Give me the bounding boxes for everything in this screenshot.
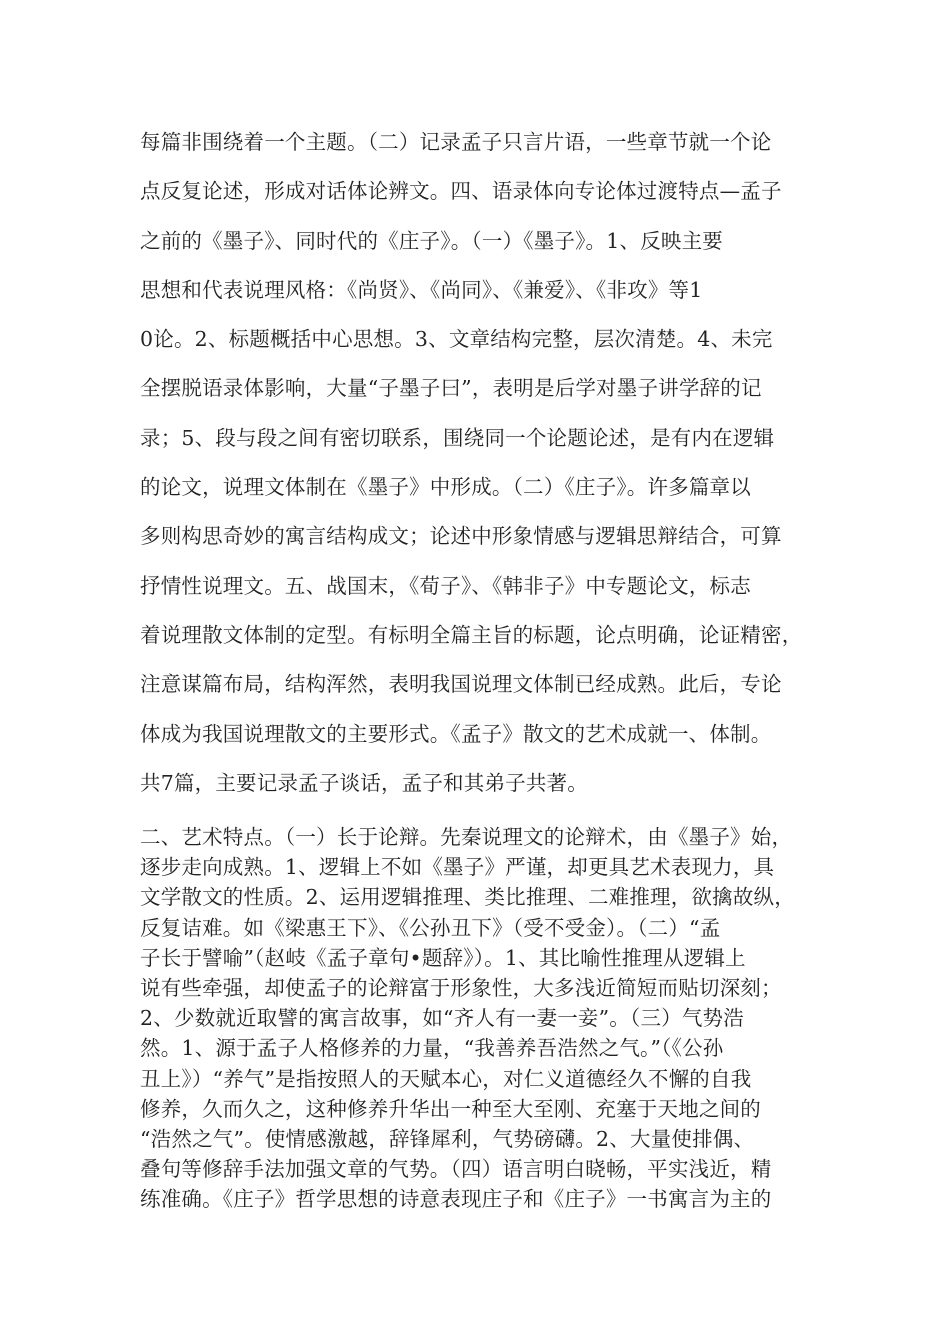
- text-line: 全摆脱语录体影响，大量“子墨子曰”，表明是后学对墨子讲学辞的记: [140, 376, 762, 401]
- text-line: 说有些牵强，却使孟子的论辩富于形象性，大多浅近简短而贴切深刻；: [140, 976, 782, 1001]
- text-line: 反复诘难。如《梁惠王下》、《公孙丑下》（受不受金）。（二）“孟: [140, 915, 721, 940]
- text-line: 点反复论述，形成对话体论辨文。四、语录体向专论体过渡特点—孟子: [140, 179, 782, 204]
- text-line: 的论文，说理文体制在《墨子》中形成。（二）《庄子》。许多篇章以: [140, 475, 751, 500]
- text-line: 每篇非围绕着一个主题。（二）记录孟子只言片语，一些章节就一个论: [140, 130, 772, 154]
- text-line: 丑上》）“养气”是指按照人的天赋本心，对仁义道德经久不懈的自我: [140, 1066, 752, 1091]
- body-paragraph-1: [140, 118, 812, 808]
- body-paragraph-2: [140, 822, 812, 1215]
- text-line: 之前的《墨子》、同时代的《庄子》。（一）《墨子》。1、反映主要: [140, 228, 723, 253]
- text-line: 2、少数就近取譬的寓言故事，如“齐人有一妻一妾”。（三）气势浩: [140, 1006, 744, 1031]
- text-line: 体成为我国说理散文的主要形式。《孟子》散文的艺术成就一、体制。: [140, 721, 772, 746]
- text-line: 练准确。《庄子》哲学思想的诗意表现庄子和《庄子》一书寓言为主的: [140, 1187, 772, 1212]
- text-line: 二、艺术特点。（一）长于论辩。先秦说理文的论辩术，由《墨子》始，: [140, 825, 793, 849]
- text-line: “浩然之气”。使情感激越，辞锋犀利，气势磅礴。2、大量使排偶、: [140, 1127, 755, 1152]
- text-line: 抒情性说理文。五、战国末，《荀子》、《韩非子》中专题论文，标志: [140, 573, 751, 598]
- text-line: 注意谋篇布局，结构浑然，表明我国说理文体制已经成熟。此后，专论: [140, 672, 782, 697]
- text-line: 思想和代表说理风格：《尚贤》、《尚同》、《兼爱》、《非攻》等1: [140, 277, 703, 302]
- text-line: 0论。2、标题概括中心思想。3、文章结构完整，层次清楚。4、未完: [140, 327, 773, 352]
- text-line: 子长于譬喻”（赵岐《孟子章句•题辞》）。1、其比喻性推理从逻辑上: [140, 945, 746, 970]
- text-line: 文学散文的性质。2、运用逻辑推理、类比推理、二难推理，欲擒故纵，: [140, 885, 795, 910]
- text-line: 共7篇，主要记录孟子谈话，孟子和其弟子共著。: [140, 770, 588, 795]
- text-line: 修养，久而久之，这种修养升华出一种至大至刚、充塞于天地之间的: [140, 1096, 761, 1121]
- text-line: 逐步走向成熟。1、逻辑上不如《墨子》严谨，却更具艺术表现力，具: [140, 855, 775, 880]
- text-line: 叠句等修辞手法加强文章的气势。（四）语言明白晓畅，平实浅近，精: [140, 1157, 772, 1182]
- text-line: 多则构思奇妙的寓言结构成文；论述中形象情感与逻辑思辩结合，可算: [140, 524, 782, 549]
- text-line: 然。1、源于孟子人格修养的力量，“我善养吾浩然之气。”（《公孙: [140, 1036, 724, 1061]
- text-line: 录；5、段与段之间有密切联系，围绕同一个论题论述，是有内在逻辑: [140, 425, 775, 450]
- text-line: 着说理散文体制的定型。有标明全篇主旨的标题，论点明确，论证精密，: [140, 622, 803, 647]
